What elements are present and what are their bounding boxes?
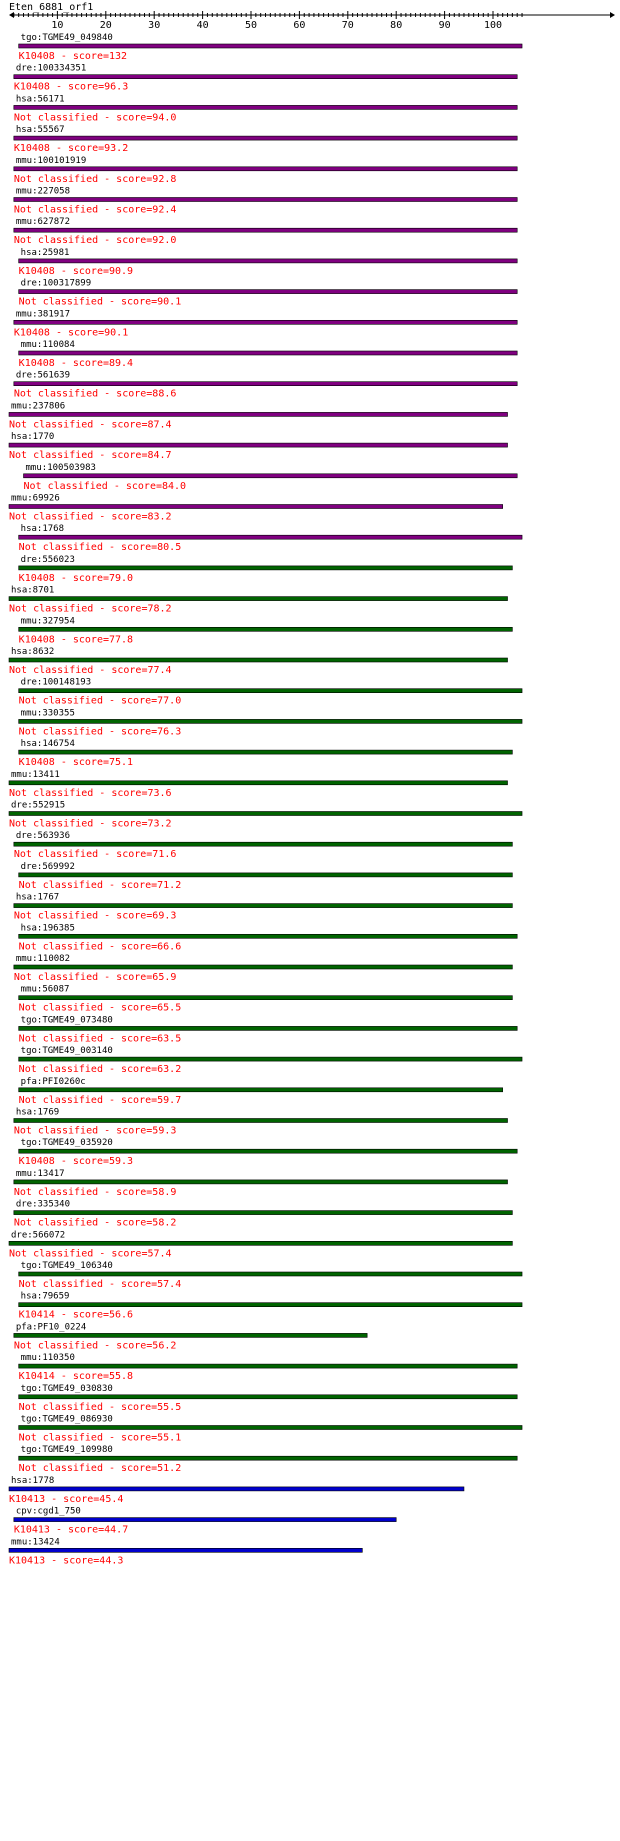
hit-row[interactable] — [19, 279, 518, 308]
hit-annotation-label[interactable]: Not classified - score=63.2 — [18, 1064, 182, 1076]
hit-id-label[interactable]: mmu:13417 — [15, 1168, 65, 1179]
hit-row[interactable] — [9, 770, 508, 799]
hit-id-label[interactable]: mmu:110084 — [20, 340, 75, 350]
hit-id-label[interactable]: hsa:1770 — [11, 432, 55, 443]
hit-id-label[interactable]: hsa:196385 — [20, 923, 75, 934]
hit-annotation-label[interactable]: Not classified - score=90.1 — [18, 296, 182, 308]
hit-annotation-label[interactable]: Not classified - score=94.0 — [13, 112, 177, 124]
hit-annotation-label[interactable]: Not classified - score=55.5 — [18, 1401, 182, 1413]
hit-annotation-label[interactable]: Not classified - score=56.2 — [13, 1340, 177, 1352]
hit-row[interactable] — [9, 586, 508, 615]
hit-row[interactable] — [14, 831, 513, 860]
hit-row[interactable] — [19, 985, 513, 1014]
hit-bar[interactable] — [24, 474, 518, 478]
axis-tick-label: 50 — [244, 20, 258, 31]
hit-bar[interactable] — [14, 75, 517, 79]
hit-id-label[interactable]: hsa:8632 — [11, 647, 55, 657]
hit-row[interactable] — [19, 1261, 522, 1290]
hit-annotation-label[interactable]: Not classified - score=77.4 — [9, 665, 172, 676]
hit-bar[interactable] — [9, 443, 508, 447]
hit-annotation-label[interactable]: K10408 - score=59.3 — [18, 1156, 134, 1168]
hit-id-label[interactable]: tgo:TGME49_109980 — [20, 1445, 113, 1456]
hit-id-label[interactable]: hsa:1768 — [20, 524, 65, 535]
hit-row[interactable] — [19, 1046, 522, 1075]
hit-id-label[interactable]: hsa:8701 — [11, 585, 55, 596]
hit-row[interactable] — [19, 524, 522, 553]
hit-id-label[interactable]: tgo:TGME49_073480 — [20, 1015, 113, 1026]
hit-annotation-label[interactable]: Not classified - score=59.3 — [13, 1125, 177, 1137]
hit-row[interactable] — [19, 923, 518, 952]
hit-bar[interactable] — [19, 1088, 503, 1092]
hit-id-label[interactable]: dre:335340 — [15, 1199, 71, 1210]
hit-bar[interactable] — [14, 1518, 396, 1522]
hit-annotation-label[interactable]: Not classified - score=73.6 — [9, 787, 172, 799]
axis-tick-label: 40 — [196, 20, 209, 31]
hit-id-label[interactable]: dre:100334351 — [15, 63, 87, 74]
hit-annotation-label[interactable]: Not classified - score=58.2 — [13, 1217, 177, 1229]
hit-annotation-label[interactable]: Not classified - score=76.3 — [18, 726, 182, 738]
hit-bar[interactable] — [14, 198, 517, 202]
hit-bar[interactable] — [9, 1548, 362, 1552]
axis-tick-label: 30 — [148, 20, 161, 31]
hit-annotation-label[interactable]: K10408 - score=77.8 — [18, 634, 134, 646]
axis-right-arrow-icon — [610, 12, 615, 18]
hit-id-label[interactable]: hsa:79659 — [20, 1291, 70, 1302]
hit-id-label[interactable]: dre:556023 — [20, 554, 75, 565]
hit-id-label[interactable]: hsa:1778 — [11, 1475, 55, 1486]
hit-id-label[interactable]: mmu:56087 — [20, 984, 70, 995]
hit-id-label[interactable]: mmu:327954 — [20, 616, 75, 627]
hit-bar[interactable] — [19, 1272, 522, 1276]
hit-annotation-label[interactable]: Not classified - score=78.2 — [9, 603, 172, 615]
hit-id-label[interactable]: mmu:381917 — [15, 309, 71, 320]
hit-bar[interactable] — [19, 290, 518, 294]
hit-bar[interactable] — [19, 873, 513, 877]
hit-id-label[interactable]: mmu:227058 — [15, 186, 71, 197]
hit-bar[interactable] — [14, 167, 517, 171]
hit-id-label[interactable]: dre:552915 — [11, 800, 66, 811]
hit-annotation-label[interactable]: Not classified - score=59.7 — [18, 1094, 182, 1106]
hit-id-label[interactable]: cpv:cgd1_750 — [15, 1506, 81, 1517]
hit-id-label[interactable]: tgo:TGME49_106340 — [20, 1261, 113, 1271]
hit-annotation-label[interactable]: K10408 - score=79.0 — [18, 572, 134, 584]
hit-bar[interactable] — [14, 1180, 508, 1184]
hit-annotation-label[interactable]: Not classified - score=57.4 — [18, 1279, 182, 1290]
hit-bar[interactable] — [19, 1057, 522, 1061]
hit-row[interactable] — [9, 1230, 512, 1259]
hit-annotation-label[interactable]: K10414 - score=55.8 — [18, 1371, 134, 1383]
hit-annotation-label[interactable]: K10408 - score=89.4 — [18, 358, 134, 369]
hit-annotation-label[interactable]: K10414 - score=56.6 — [18, 1309, 134, 1321]
hit-id-label[interactable]: mmu:69926 — [11, 493, 60, 504]
hit-id-label[interactable]: tgo:TGME49_030830 — [20, 1383, 113, 1394]
hit-row[interactable] — [24, 463, 518, 492]
hit-bar[interactable] — [9, 781, 508, 785]
hit-bar[interactable] — [19, 996, 513, 1000]
hit-id-label[interactable]: mmu:110350 — [20, 1353, 75, 1364]
hit-row[interactable] — [19, 862, 513, 891]
hit-id-label[interactable]: mmu:330355 — [20, 708, 75, 719]
hit-bar[interactable] — [14, 1211, 513, 1215]
hit-row[interactable] — [19, 1445, 518, 1474]
hit-id-label[interactable]: hsa:25981 — [20, 247, 70, 258]
hit-bar[interactable] — [19, 750, 513, 754]
hit-bar[interactable] — [9, 1487, 464, 1491]
hit-annotation-label[interactable]: Not classified - score=92.0 — [13, 235, 177, 247]
hit-annotation-label[interactable]: Not classified - score=55.1 — [18, 1432, 182, 1444]
hit-bar[interactable] — [9, 597, 508, 601]
hit-annotation-label[interactable]: K10408 - score=90.1 — [13, 327, 129, 339]
hit-id-label[interactable]: dre:569992 — [20, 861, 75, 872]
hit-id-label[interactable]: dre:566072 — [11, 1230, 66, 1241]
position-axis — [9, 11, 615, 31]
hit-bar[interactable] — [19, 1364, 518, 1368]
hit-row[interactable] — [19, 1292, 522, 1321]
hit-id-label[interactable]: mmu:100101919 — [15, 155, 87, 166]
hit-row[interactable] — [9, 1476, 464, 1505]
hit-row[interactable] — [19, 708, 522, 737]
hit-bar[interactable] — [14, 1333, 367, 1337]
hit-row[interactable] — [14, 371, 517, 400]
hit-row[interactable] — [14, 1507, 396, 1536]
hit-row[interactable] — [14, 954, 513, 983]
hit-bar[interactable] — [19, 1426, 522, 1430]
hit-annotation-label[interactable]: Not classified - score=88.6 — [13, 388, 177, 400]
hit-annotation-label[interactable]: K10408 - score=132 — [18, 51, 128, 62]
hit-annotation-label[interactable]: Not classified - score=71.2 — [18, 879, 182, 891]
hit-id-label[interactable]: tgo:TGME49_035920 — [20, 1138, 113, 1149]
hit-annotation-label[interactable]: Not classified - score=83.2 — [9, 511, 172, 523]
hit-annotation-label[interactable]: Not classified - score=58.9 — [13, 1186, 177, 1198]
hit-row[interactable] — [19, 1353, 518, 1382]
hit-row[interactable] — [14, 187, 517, 216]
hit-bar[interactable] — [19, 259, 518, 263]
axis-tick-label: 80 — [390, 20, 403, 31]
hit-bar[interactable] — [9, 412, 508, 416]
hit-annotation-label[interactable]: Not classified - score=69.3 — [13, 910, 177, 922]
hit-id-label[interactable]: mmu:100503983 — [25, 462, 96, 473]
axis-tick-label: 10 — [51, 20, 64, 31]
hit-id-label[interactable]: hsa:1767 — [15, 892, 60, 903]
hit-id-label[interactable]: tgo:TGME49_049840 — [20, 33, 113, 43]
hit-annotation-label[interactable]: Not classified - score=51.2 — [18, 1463, 182, 1475]
hit-annotation-label[interactable]: Not classified - score=65.9 — [13, 972, 177, 983]
hit-row[interactable] — [19, 739, 513, 768]
hit-row[interactable] — [14, 1108, 508, 1137]
hit-bar[interactable] — [14, 1119, 508, 1123]
hit-id-label[interactable]: tgo:TGME49_086930 — [20, 1414, 113, 1425]
hit-row[interactable] — [9, 1537, 362, 1566]
hit-id-label[interactable]: dre:561639 — [15, 370, 71, 381]
axis-tick-label: 70 — [341, 20, 354, 31]
hit-row[interactable] — [19, 616, 513, 645]
hit-row[interactable] — [9, 401, 508, 430]
hit-annotation-label[interactable]: Not classified - score=87.4 — [9, 419, 172, 431]
hit-bar[interactable] — [19, 627, 513, 631]
axis-tick-label: 100 — [483, 20, 503, 31]
hit-id-label[interactable]: mmu:110082 — [15, 954, 71, 964]
hit-bar[interactable] — [14, 136, 517, 140]
hit-row[interactable] — [19, 555, 513, 584]
hit-row[interactable] — [19, 1138, 518, 1167]
hit-row[interactable] — [14, 1200, 513, 1229]
hit-row[interactable] — [19, 1077, 503, 1106]
hit-row[interactable] — [9, 647, 508, 676]
hit-bar[interactable] — [14, 842, 513, 846]
hit-bar[interactable] — [19, 566, 513, 570]
hit-row[interactable] — [14, 64, 517, 93]
hit-annotation-label[interactable]: K10413 - score=44.7 — [13, 1524, 129, 1536]
hit-row[interactable] — [19, 248, 518, 277]
hit-annotation-label[interactable]: Not classified - score=92.8 — [13, 173, 177, 185]
hit-id-label[interactable]: hsa:55567 — [15, 125, 65, 136]
hit-id-label[interactable]: pfa:PFI0260c — [20, 1076, 86, 1087]
hit-annotation-label[interactable]: Not classified - score=66.6 — [18, 941, 182, 953]
hit-row[interactable] — [14, 156, 517, 185]
hit-annotation-label[interactable]: K10413 - score=44.3 — [9, 1555, 124, 1567]
hit-row[interactable] — [14, 1169, 508, 1198]
hit-row[interactable] — [9, 801, 522, 830]
hit-bar[interactable] — [14, 320, 517, 324]
hit-annotation-label[interactable]: Not classified - score=71.6 — [13, 849, 177, 861]
hit-annotation-label[interactable]: K10408 - score=90.9 — [18, 265, 134, 277]
hit-annotation-label[interactable]: K10408 - score=75.1 — [18, 757, 134, 769]
hit-bar[interactable] — [19, 535, 522, 539]
hit-annotation-label[interactable]: Not classified - score=65.5 — [18, 1002, 182, 1014]
hit-bar[interactable] — [14, 382, 517, 386]
hit-annotation-label[interactable]: Not classified - score=80.5 — [18, 542, 182, 554]
hit-annotation-label[interactable]: K10413 - score=45.4 — [9, 1493, 124, 1505]
hit-bar[interactable] — [9, 812, 522, 816]
hit-bar[interactable] — [9, 658, 508, 662]
hit-annotation-label[interactable]: Not classified - score=92.4 — [13, 204, 177, 216]
hit-bar[interactable] — [19, 1456, 518, 1460]
hit-bar[interactable] — [14, 904, 513, 908]
hit-row[interactable] — [19, 33, 522, 62]
hit-id-label[interactable]: dre:563936 — [15, 831, 71, 842]
hit-annotation-label[interactable]: Not classified - score=84.7 — [9, 450, 172, 462]
hit-id-label[interactable]: hsa:1769 — [15, 1107, 60, 1118]
hit-id-label[interactable]: mmu:13424 — [11, 1537, 60, 1548]
hit-id-label[interactable]: pfa:PF10_0224 — [15, 1322, 87, 1333]
axis-tick-label: 90 — [438, 20, 451, 31]
hit-annotation-label[interactable]: Not classified - score=73.2 — [9, 818, 172, 830]
hit-row[interactable] — [14, 1322, 367, 1351]
hit-row[interactable] — [14, 94, 517, 123]
hit-bar[interactable] — [19, 689, 522, 693]
hit-row[interactable] — [9, 494, 503, 523]
hit-bar[interactable] — [14, 105, 517, 109]
hit-id-label[interactable]: dre:100317899 — [20, 278, 92, 289]
hit-row[interactable] — [19, 1015, 518, 1044]
hit-row[interactable] — [14, 217, 517, 246]
hit-row[interactable] — [9, 432, 508, 461]
hit-id-label[interactable]: mmu:627872 — [15, 217, 71, 228]
hit-bar[interactable] — [19, 44, 522, 48]
hit-row[interactable] — [19, 1384, 518, 1413]
hit-bar[interactable] — [9, 505, 503, 509]
hit-annotation-label[interactable]: Not classified - score=57.4 — [9, 1248, 172, 1260]
hit-bar[interactable] — [9, 1241, 512, 1245]
hit-id-label[interactable]: dre:100148193 — [20, 677, 92, 688]
hit-row[interactable] — [14, 309, 517, 338]
hit-annotation-label[interactable]: Not classified - score=63.5 — [18, 1033, 182, 1045]
hit-row[interactable] — [19, 678, 522, 707]
hit-row[interactable] — [14, 893, 513, 922]
axis-tick-label: 60 — [293, 20, 306, 31]
hit-annotation-label[interactable]: K10408 - score=96.3 — [13, 81, 129, 93]
hit-id-label[interactable]: hsa:146754 — [20, 739, 75, 750]
hit-row[interactable] — [14, 125, 517, 154]
hit-list — [9, 33, 522, 1566]
hit-annotation-label[interactable]: K10408 - score=93.2 — [13, 143, 129, 155]
hit-id-label[interactable]: hsa:56171 — [15, 94, 65, 105]
hit-bar[interactable] — [19, 1395, 518, 1399]
hit-id-label[interactable]: tgo:TGME49_003140 — [20, 1046, 113, 1057]
hit-row[interactable] — [19, 340, 518, 369]
hit-bar[interactable] — [19, 1303, 522, 1307]
hit-bar[interactable] — [19, 1026, 518, 1030]
hit-bar[interactable] — [14, 965, 513, 969]
hit-bar[interactable] — [19, 351, 518, 355]
hit-row[interactable] — [19, 1415, 522, 1444]
hit-annotation-label[interactable]: Not classified - score=77.0 — [18, 695, 182, 707]
hit-id-label[interactable]: mmu:237806 — [11, 401, 66, 412]
hit-bar[interactable] — [14, 228, 517, 232]
hit-bar[interactable] — [19, 719, 522, 723]
query-title: Eten_6881_orf1 — [9, 2, 94, 13]
hit-bar[interactable] — [19, 934, 518, 938]
hit-bar[interactable] — [19, 1149, 518, 1153]
hit-annotation-label[interactable]: Not classified - score=84.0 — [23, 480, 187, 492]
hit-id-label[interactable]: mmu:13411 — [11, 769, 60, 780]
axis-tick-label: 20 — [99, 20, 112, 31]
